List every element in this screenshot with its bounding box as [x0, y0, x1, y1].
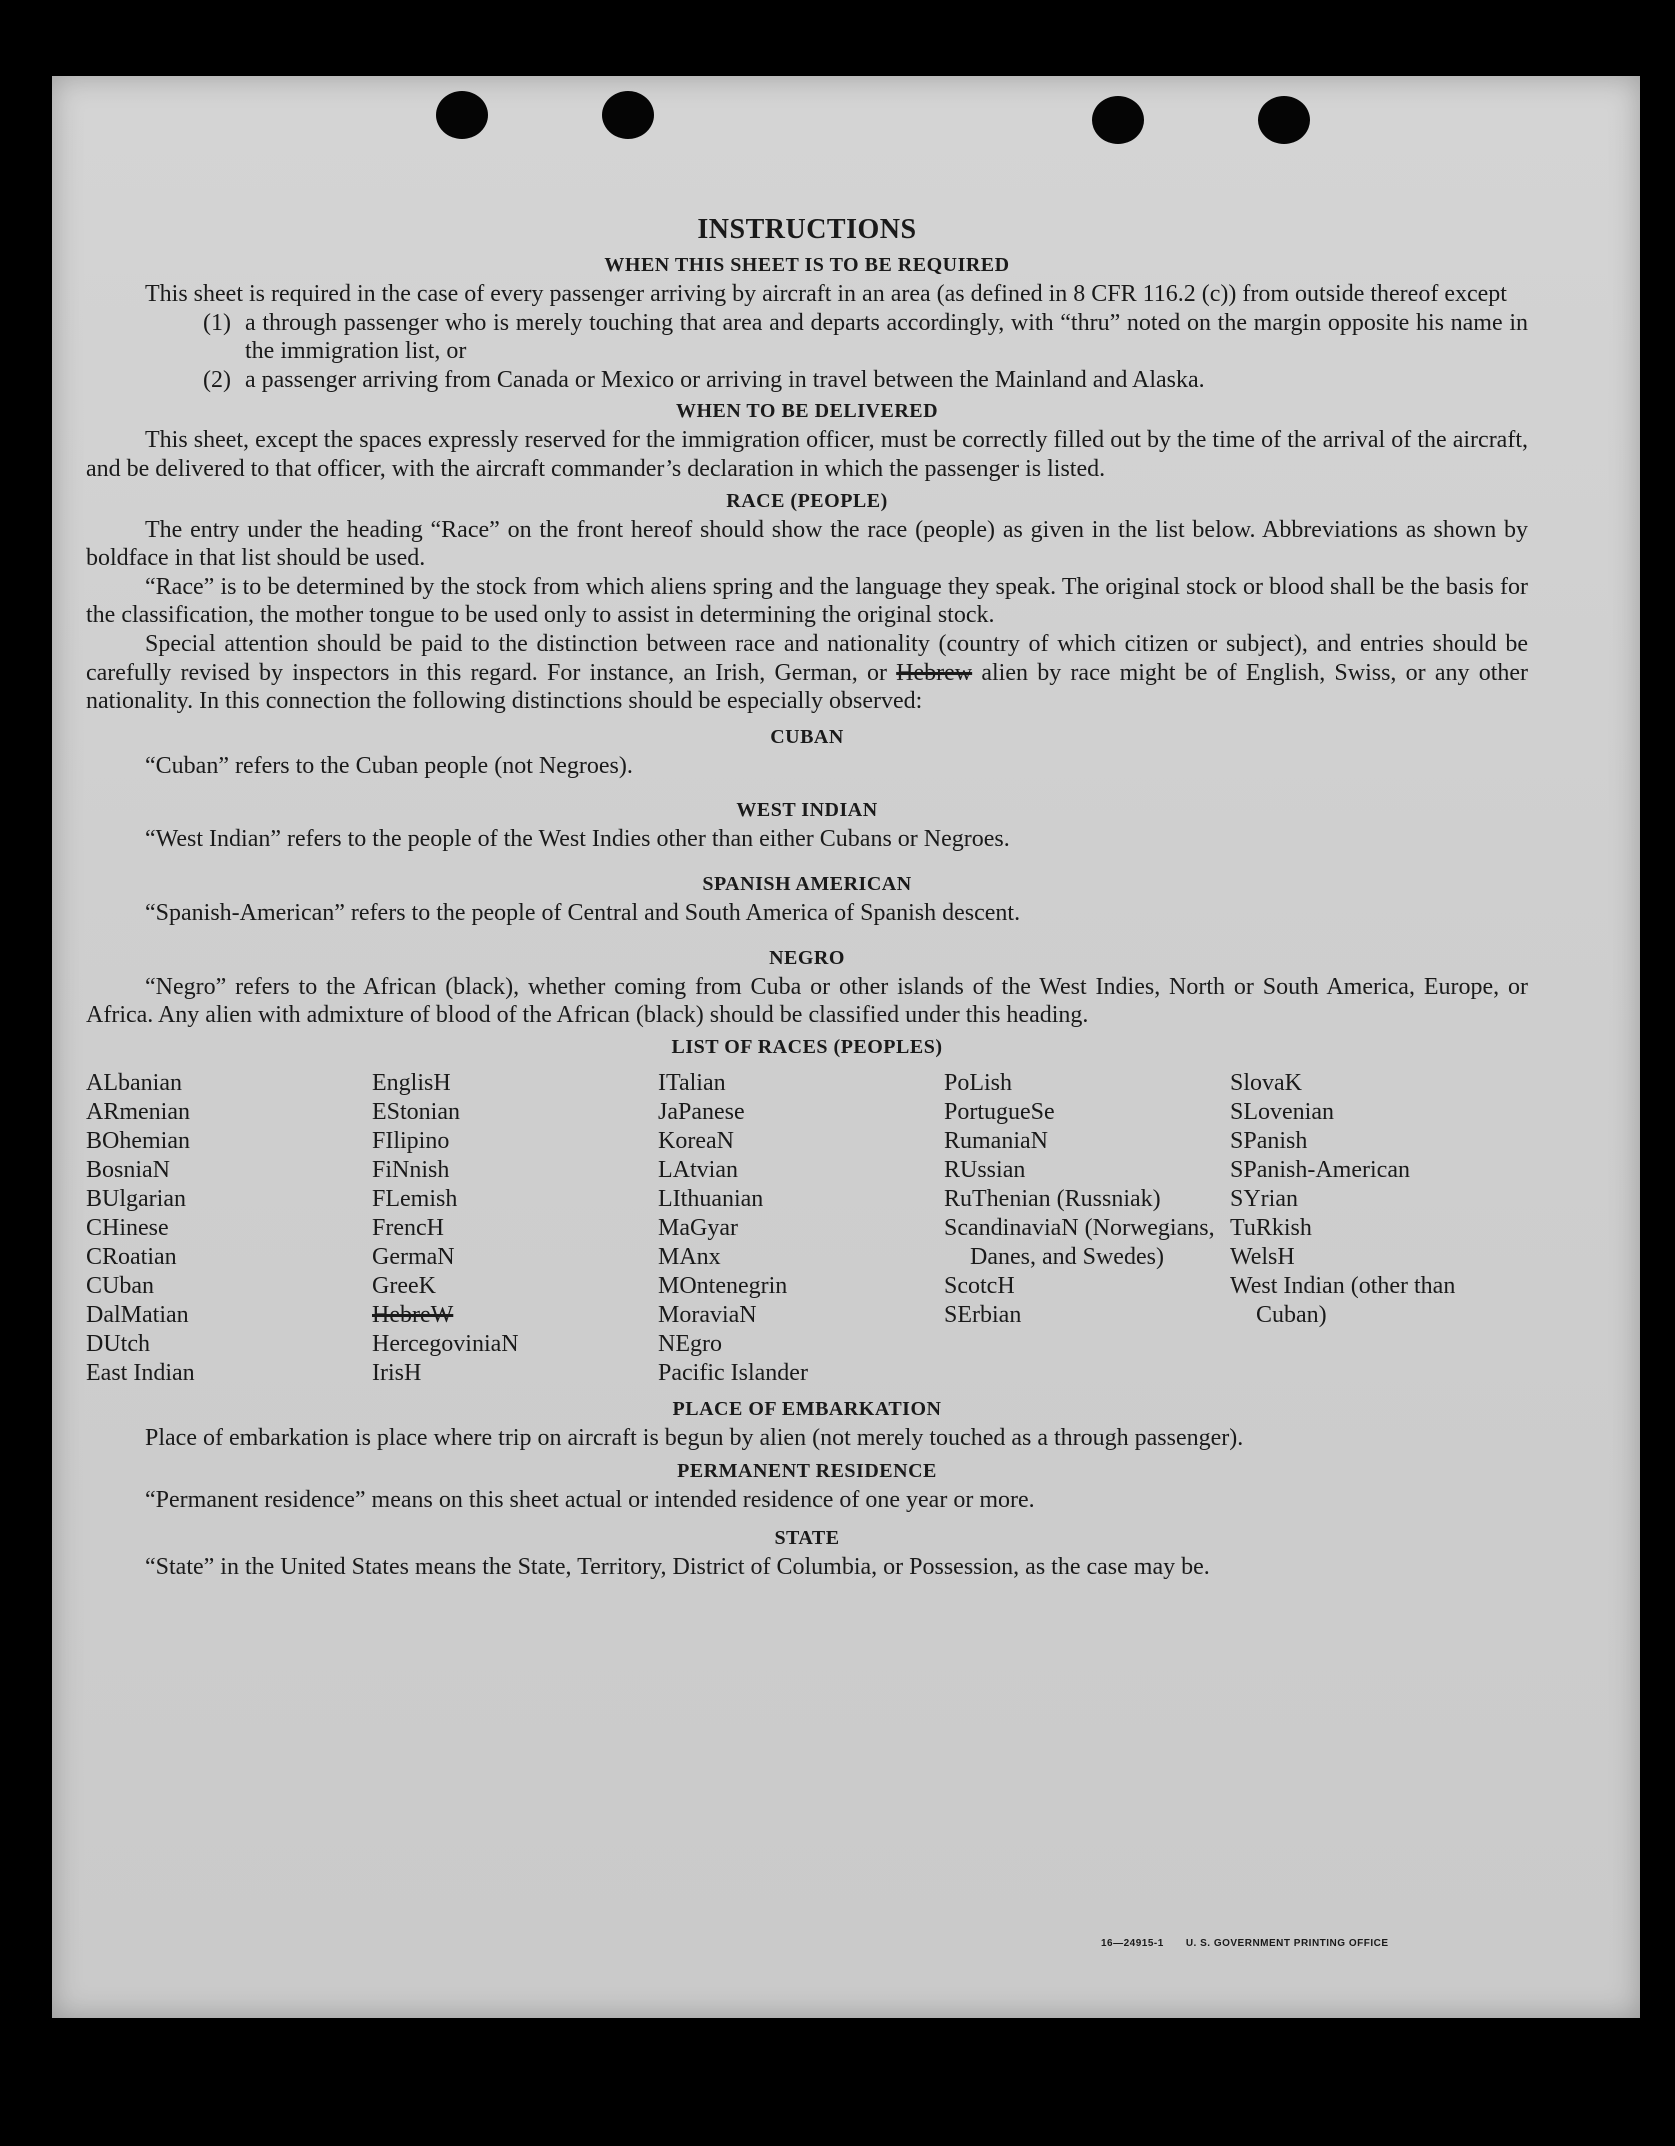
race-item: SErbian — [944, 1301, 1022, 1328]
section-heading-required: WHEN THIS SHEET IS TO BE REQUIRED — [604, 254, 1010, 276]
punch-hole — [1258, 96, 1310, 144]
section-heading-embarkation: PLACE OF EMBARKATION — [672, 1397, 942, 1420]
race-item: BUlgarian — [86, 1185, 186, 1212]
race-item: West Indian (other than Cuban) — [1230, 1272, 1456, 1328]
document-page — [52, 76, 1640, 2018]
race-item: BosniaN — [86, 1156, 170, 1183]
delivered-text: This sheet, except the spaces expressly reserved for the immigration officer, must be correctly filled out by the time of the arrival of the aircraft, and be delivered to that officer, with the aircraft commander’s declaration in which the passenger is listed. — [86, 427, 1528, 482]
race-item: GreeK — [372, 1272, 436, 1299]
section-heading-state: STATE — [774, 1526, 840, 1549]
race-item: DalMatian — [86, 1301, 189, 1328]
race-item: FrencH — [372, 1214, 444, 1241]
definition-heading-spanish-american: SPANISH AMERICAN — [702, 872, 912, 895]
race-item: SPanish — [1230, 1127, 1308, 1154]
race-item: SPanish-American — [1230, 1156, 1410, 1183]
exception-text: a passenger arriving from Canada or Mexico or arriving in travel between the Mainland and Alaska. — [245, 366, 1205, 393]
race-item: HebreW — [372, 1301, 454, 1328]
race-paragraph-2: “Race” is to be determined by the stock from which aliens spring and the language they speak. The original stock or blood shall be the basis for the classification, the mother tongue to be used only to assist in determining the original stock. — [86, 573, 1528, 629]
exception-item — [86, 366, 1528, 395]
race-item: GermaN — [372, 1243, 455, 1270]
race-item: ScotcH — [944, 1272, 1015, 1299]
races-column — [372, 1069, 658, 1388]
race-item: ITalian — [658, 1069, 726, 1096]
race-item: RumaniaN — [944, 1127, 1048, 1154]
race-item: SlovaK — [1230, 1069, 1302, 1096]
punch-hole — [602, 91, 654, 139]
race-item: LAtvian — [658, 1156, 738, 1183]
race-item: JaPanese — [658, 1098, 745, 1125]
definition-heading-cuban: CUBAN — [770, 725, 844, 748]
race-item: RuThenian (Russniak) — [944, 1185, 1161, 1212]
definition-text-cuban: “Cuban” refers to the Cuban people (not Negroes). — [145, 752, 633, 779]
race-item: CRoatian — [86, 1243, 177, 1270]
embarkation-text: Place of embarkation is place where trip on aircraft is begun by alien (not merely touched as a through passenger). — [145, 1424, 1244, 1451]
race-item: MoraviaN — [658, 1301, 757, 1328]
race-paragraph-1: The entry under the heading “Race” on the front hereof should show the race (people) as given in the list below. Abbreviations as shown by boldface in that list should be used. — [86, 516, 1528, 572]
race-item: IrisH — [372, 1359, 422, 1386]
race-item: NEgro — [658, 1330, 722, 1357]
definition-text-west-indian: “West Indian” refers to the people of the West Indies other than either Cubans or Negroes. — [145, 826, 1010, 853]
races-list — [86, 1069, 1528, 1388]
race-item: PoLish — [944, 1069, 1013, 1096]
race-item: SYrian — [1230, 1185, 1298, 1212]
race-item: CUban — [86, 1272, 154, 1299]
races-list-heading: LIST OF RACES (PEOPLES) — [671, 1035, 943, 1058]
required-intro: This sheet is required in the case of every passenger arriving by aircraft in an area (as defined in 8 CFR 116.2 (c)) from outside thereof except — [145, 281, 1507, 307]
race-item: PortugueSe — [944, 1098, 1055, 1125]
definition-text-spanish-american: “Spanish-American” refers to the people of Central and South America of Spanish descent. — [145, 899, 1021, 926]
race-item: FiNnish — [372, 1156, 450, 1183]
struck-word: Hebrew — [896, 659, 973, 686]
race-item: East Indian — [86, 1359, 195, 1386]
race-item: Pacific Islander — [658, 1359, 808, 1386]
exception-number: (2) — [203, 366, 231, 393]
race-item: TuRkish — [1230, 1214, 1312, 1241]
race-item: MOntenegrin — [658, 1272, 788, 1299]
exception-item — [86, 309, 1528, 366]
page-title: INSTRUCTIONS — [697, 214, 917, 245]
exception-text: a through passenger who is merely touching that area and departs accordingly, with “thru” noted on the margin opposite his name in the immigration list, or — [245, 309, 1528, 365]
race-item: CHinese — [86, 1214, 169, 1241]
race-item: FIlipino — [372, 1127, 450, 1154]
punch-hole — [436, 91, 488, 139]
races-column — [944, 1069, 1230, 1388]
race-item: EnglisH — [372, 1069, 451, 1096]
race-item: WelsH — [1230, 1243, 1295, 1270]
exception-number: (1) — [203, 309, 231, 336]
race-item: MAnx — [658, 1243, 721, 1270]
race-item: ALbanian — [86, 1069, 182, 1096]
race-item: ARmenian — [86, 1098, 190, 1125]
races-column — [658, 1069, 944, 1388]
state-text: “State” in the United States means the State, Territory, District of Columbia, or Possession, as the case may be. — [145, 1553, 1210, 1580]
definition-heading-negro: NEGRO — [769, 946, 845, 969]
race-item: FLemish — [372, 1185, 458, 1212]
race-item: EStonian — [372, 1098, 460, 1125]
race-item: RUssian — [944, 1156, 1026, 1183]
section-heading-delivered: WHEN TO BE DELIVERED — [675, 400, 939, 423]
residence-text: “Permanent residence” means on this sheet actual or intended residence of one year or more. — [145, 1487, 1035, 1514]
printer-credit: U. S. GOVERNMENT PRINTING OFFICE — [1185, 1938, 1389, 1949]
form-footer — [1101, 1938, 1411, 1949]
races-column — [1230, 1069, 1516, 1388]
form-number: 16—24915-1 — [1101, 1938, 1164, 1949]
instructions-content — [86, 212, 1528, 1581]
race-item: SLovenian — [1230, 1098, 1334, 1125]
race-item: HercegoviniaN — [372, 1330, 519, 1357]
race-item: KoreaN — [658, 1127, 734, 1154]
section-heading-residence: PERMANENT RESIDENCE — [677, 1460, 937, 1483]
section-heading-race: RACE (PEOPLE) — [726, 489, 888, 512]
race-item: BOhemian — [86, 1127, 190, 1154]
definition-text-negro: “Negro” refers to the African (black), whether coming from Cuba or other islands of the West Indies, North or South America, Europe, or Africa. Any alien with admixture of blood of the African (black) should be classified under this heading. — [86, 973, 1528, 1029]
race-item: DUtch — [86, 1330, 150, 1357]
punch-hole — [1092, 96, 1144, 144]
races-column — [86, 1069, 372, 1388]
race-item: MaGyar — [658, 1214, 738, 1241]
race-item: ScandinaviaN (Norwegians, Danes, and Swedes) — [944, 1214, 1215, 1270]
race-paragraph-3: Special attention should be paid to the distinction between race and nationality (country of which citizen or subject), and entries should be carefully revised by inspectors in this regard. For instance, an Irish, German, or Hebrew alien by race might be of English, Swiss, or any other nationality. In this connection the following distinctions should be especially observed: — [86, 630, 1529, 715]
definition-heading-west-indian: WEST INDIAN — [736, 799, 878, 822]
race-item: LIthuanian — [658, 1185, 764, 1212]
